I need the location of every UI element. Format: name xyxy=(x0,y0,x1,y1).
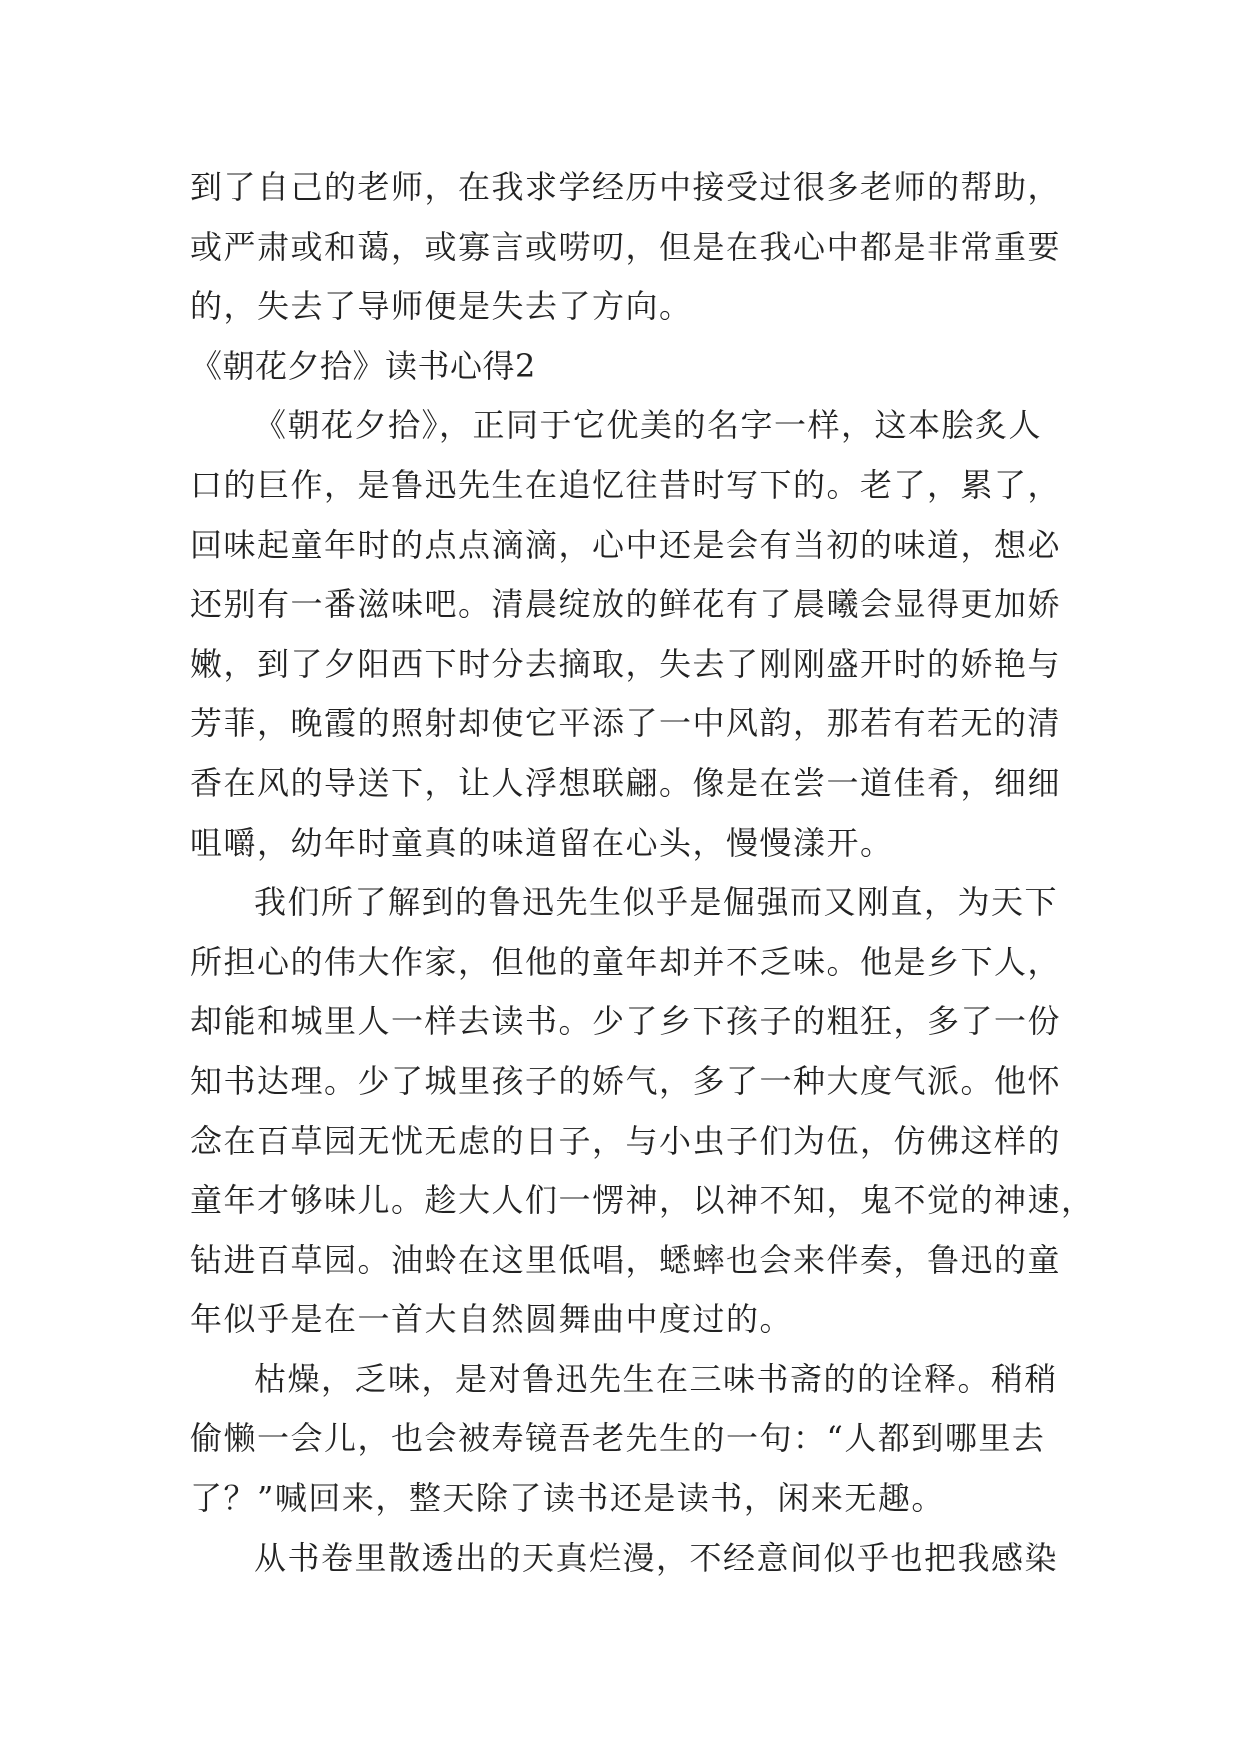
paragraph-first-line: 从书卷里散透出的天真烂漫，不经意间似乎也把我感染 xyxy=(254,1538,1059,1577)
text-line: 嫩，到了夕阳西下时分去摘取，失去了刚刚盛开时的娇艳与 xyxy=(190,644,1062,683)
text-line: 了？”喊回来，整天除了读书还是读书，闲来无趣。 xyxy=(190,1479,945,1518)
text-line: 童年才够味儿。趁大人们一愣神，以神不知，鬼不觉的神速， xyxy=(190,1181,1095,1220)
text-line: 偷懒一会儿，也会被寿镜吾老先生的一句：“人都到哪里去 xyxy=(190,1419,1046,1458)
text-line: 所担心的伟大作家，但他的童年却并不乏味。他是乡下人， xyxy=(190,942,1062,981)
section-heading: 《朝花夕拾》读书心得2 xyxy=(190,346,536,385)
text-line: 知书达理。少了城里孩子的娇气，多了一种大度气派。他怀 xyxy=(190,1061,1062,1100)
text-line: 芳菲，晚霞的照射却使它平添了一中风韵，那若有若无的清 xyxy=(190,704,1062,743)
text-line: 还别有一番滋味吧。清晨绽放的鲜花有了晨曦会显得更加娇 xyxy=(190,585,1062,624)
text-line: 口的巨作，是鲁迅先生在追忆往昔时写下的。老了，累了， xyxy=(190,465,1062,504)
paragraph-first-line: 我们所了解到的鲁迅先生似乎是倔强而又刚直，为天下 xyxy=(254,883,1059,922)
text-line: 却能和城里人一样去读书。少了乡下孩子的粗狂，多了一份 xyxy=(190,1002,1062,1041)
text-line: 的，失去了导师便是失去了方向。 xyxy=(190,287,693,326)
text-line: 香在风的导送下，让人浮想联翩。像是在尝一道佳肴，细细 xyxy=(190,763,1062,802)
text-line: 回味起童年时的点点滴滴，心中还是会有当初的味道，想必 xyxy=(190,525,1062,564)
paragraph-first-line: 枯燥，乏味，是对鲁迅先生在三味书斋的的诠释。稍稍 xyxy=(254,1359,1059,1398)
document-body xyxy=(190,158,1095,1588)
paragraph-first-line: 《朝花夕拾》，正同于它优美的名字一样，这本脍炙人 xyxy=(254,406,1043,445)
text-line: 钻进百草园。油蛉在这里低唱，蟋蟀也会来伴奏，鲁迅的童 xyxy=(190,1240,1062,1279)
text-line: 咀嚼，幼年时童真的味道留在心头，慢慢漾开。 xyxy=(190,823,894,862)
text-line: 念在百草园无忧无虑的日子，与小虫子们为伍，仿佛这样的 xyxy=(190,1121,1062,1160)
text-line: 到了自己的老师，在我求学经历中接受过很多老师的帮助， xyxy=(190,168,1062,206)
text-line: 年似乎是在一首大自然圆舞曲中度过的。 xyxy=(190,1300,794,1339)
text-line: 或严肃或和蔼，或寡言或唠叨，但是在我心中都是非常重要 xyxy=(190,227,1062,266)
